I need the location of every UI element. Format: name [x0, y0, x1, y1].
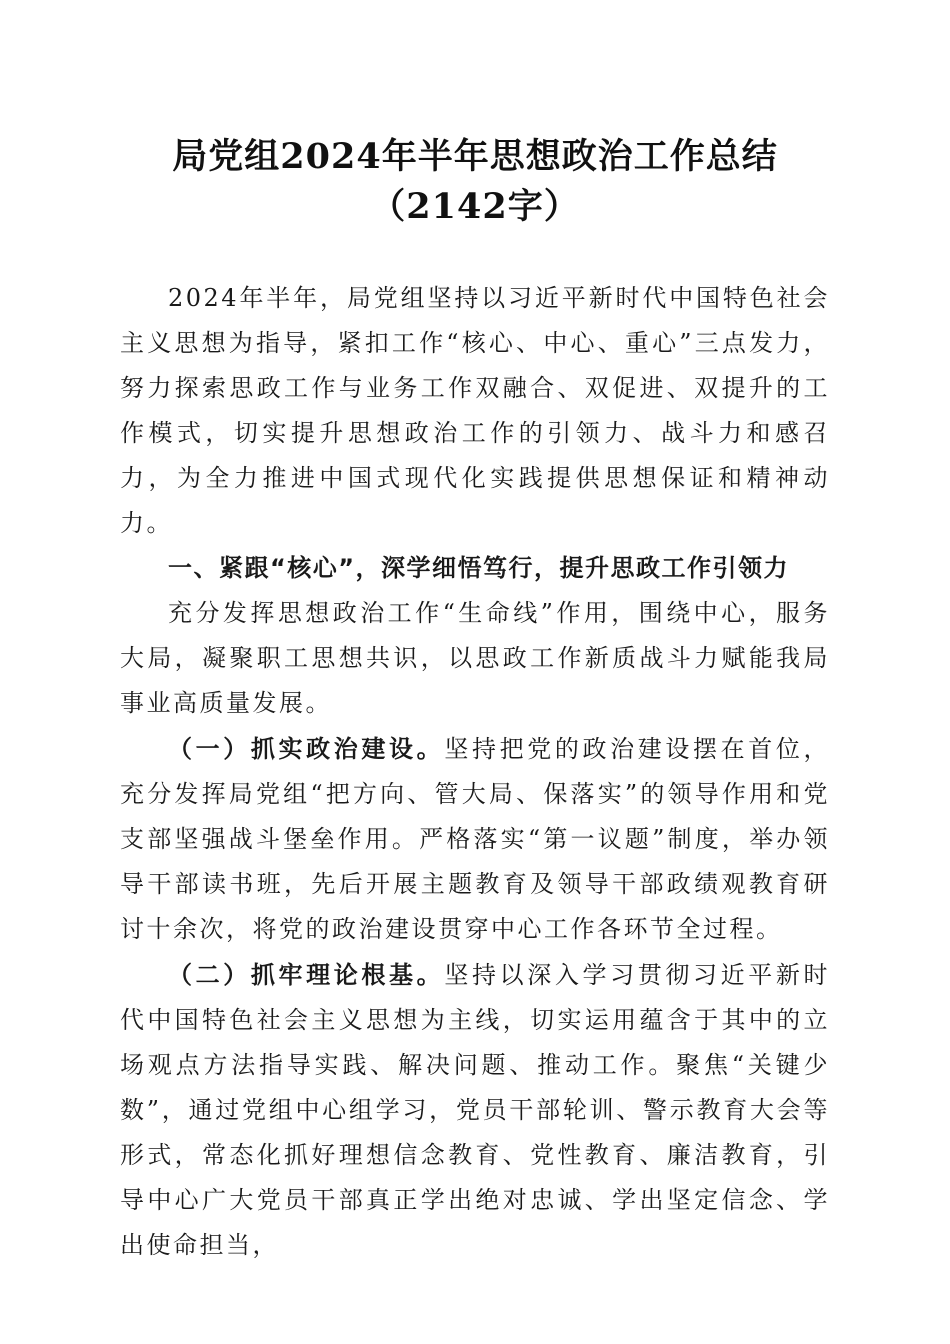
item-1-lead: （一）抓实政治建设。	[168, 734, 445, 763]
section-1-item-2	[120, 952, 830, 1268]
item-2-text: 坚持以深入学习贯彻习近平新时代中国特色社会主义思想为主线，切实运用蕴含于其中的立场观点方法指导实践、解决问题、推动工作。聚焦“关键少数”，通过党组中心组学习，党员干部轮训、警示教育大会等形式，常态化抓好理想信念教育、党性教育、廉洁教育，引导中心广大党员干部真正学出绝对忠诚、学出坚定信念、学出使命担当，	[120, 961, 831, 1259]
section-1-item-1	[120, 726, 830, 952]
item-1-text: 坚持把党的政治建设摆在首位，充分发挥局党组“把方向、管大局、保落实”的领导作用和党支部坚强战斗堡垒作用。严格落实“第一议题”制度，举办领导干部读书班，先后开展主题教育及领导干部政绩观教育研讨十余次，将党的政治建设贯穿中心工作各环节全过程。	[120, 735, 831, 943]
document-title: 局党组2024年半年思想政治工作总结（2142字）	[172, 136, 778, 227]
document-body	[120, 276, 830, 1268]
section-1-paragraph: 充分发挥思想政治工作“生命线”作用，围绕中心，服务大局，凝聚职工思想共识，以思政工作新质战斗力赋能我局事业高质量发展。	[120, 599, 830, 717]
intro-paragraph: 2024年半年，局党组坚持以习近平新时代中国特色社会主义思想为指导，紧扣工作“核心、中心、重心”三点发力，努力探索思政工作与业务工作双融合、双促进、双提升的工作模式，切实提升思想政治工作的引领力、战斗力和感召力，为全力推进中国式现代化实践提供思想保证和精神动力。	[120, 284, 830, 537]
item-2-lead: （二）抓牢理论根基。	[168, 960, 445, 989]
section-1-heading: 一、紧跟“核心”，深学细悟笃行，提升思政工作引领力	[168, 554, 790, 582]
